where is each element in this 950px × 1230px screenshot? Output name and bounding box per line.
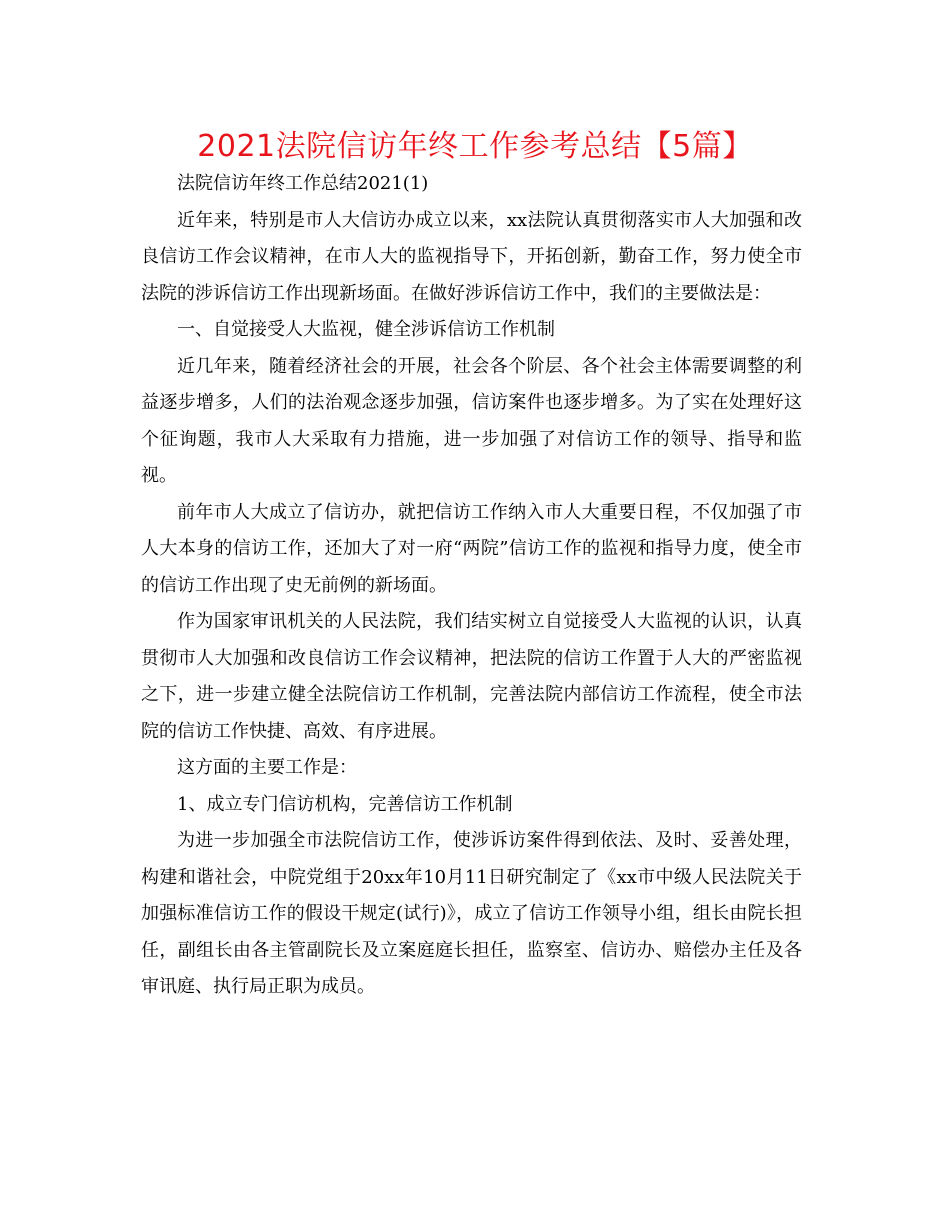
subsection-heading: 1、成立专门信访机构，完善信访工作机制 (177, 793, 513, 815)
document-title: 2021法院信访年终工作参考总结【5篇】 (197, 129, 753, 164)
body-paragraph: 前年市人大成立了信访办，就把信访工作纳入市人大重要日程，不仅加强了市人大本身的信访工作，还加大了对一府“两院”信访工作的监视和指导力度，使全市的信访工作出现了史无前例的新场面。 (141, 501, 802, 596)
section-heading: 一、自觉接受人大监视，健全涉诉信访工作机制 (177, 319, 555, 340)
body-paragraph: 为进一步加强全市法院信访工作，使涉诉访案件得到依法、及时、妥善处理，构建和谐社会，中院党组于20xx年10月11日研究制定了《xx市中级人民法院关于加强标准信访工作的假设干规定(试行)》，成立了信访工作领导小组，组长由院长担任，副组长由各主管副院长及立案庭庭长担任，监察室、信访办、赔偿办主任及各审讯庭、执行局正职为成员。 (141, 830, 802, 997)
body-paragraph: 作为国家审讯机关的人民法院，我们结实树立自觉接受人大监视的认识，认真贯彻市人大加强和改良信访工作会议精神，把法院的信访工作置于人大的严密监视之下，进一步建立健全法院信访工作机制，完善法院内部信访工作流程，使全市法院的信访工作快捷、高效、有序进展。 (141, 611, 802, 742)
body-paragraph: 近几年来，随着经济社会的开展，社会各个阶层、各个社会主体需要调整的利益逐步增多，人们的法治观念逐步加强，信访案件也逐步增多。为了实在处理好这个征询题，我市人大采取有力措施，进一步加强了对信访工作的领导、指导和监视。 (141, 355, 802, 486)
subtitle-paragraph: 法院信访年终工作总结2021(1) (177, 173, 429, 194)
body-paragraph: 这方面的主要工作是： (177, 757, 357, 778)
document-body (141, 166, 802, 1006)
body-paragraph: 近年来，特别是市人大信访办成立以来，xx法院认真贯彻落实市人大加强和改良信访工作会议精神，在市人大的监视指导下，开拓创新，勤奋工作，努力使全市法院的涉诉信访工作出现新场面。在做好涉诉信访工作中，我们的主要做法是： (141, 209, 802, 304)
